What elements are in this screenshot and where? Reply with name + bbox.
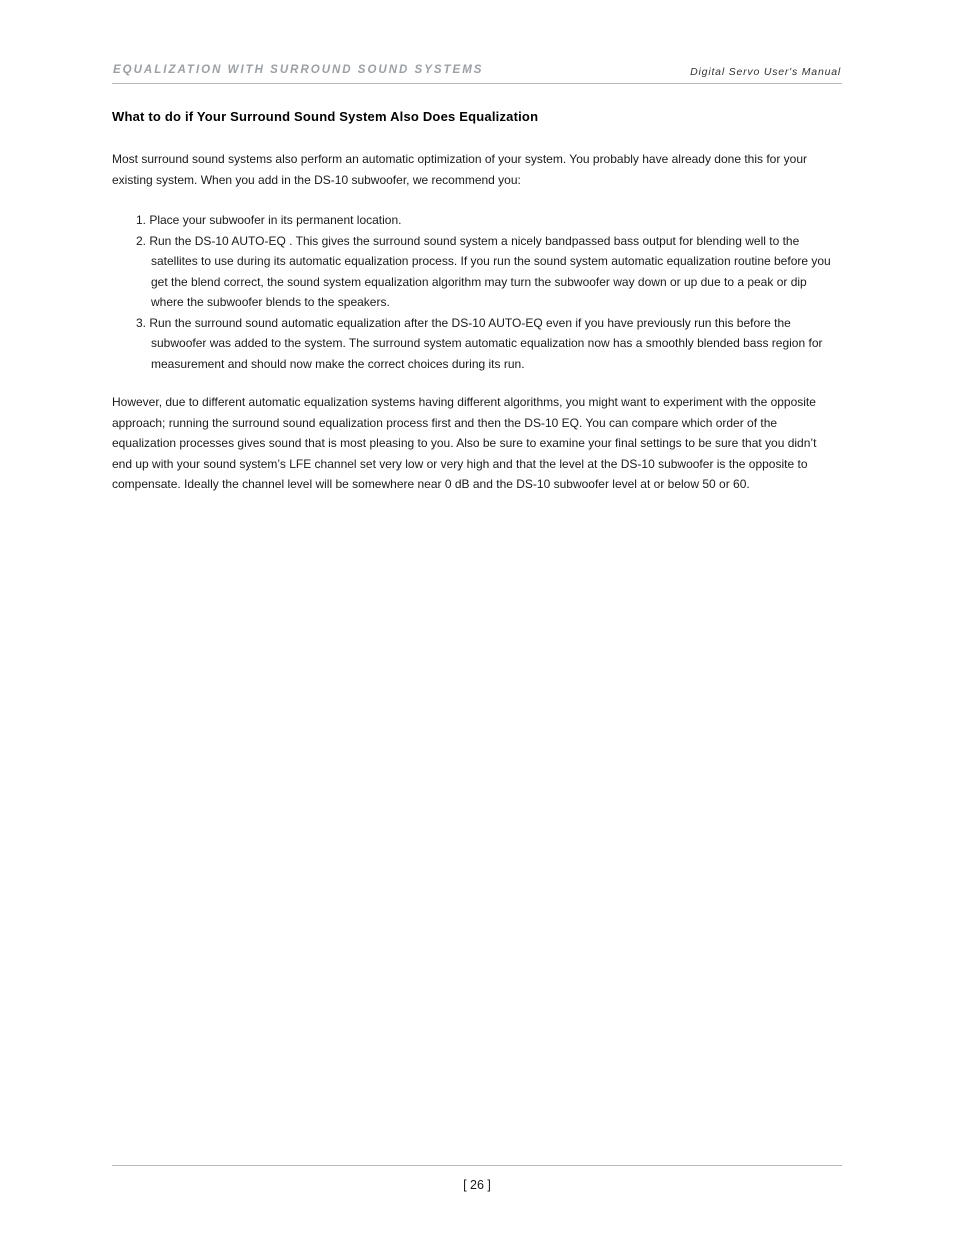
closing-paragraph: However, due to different automatic equalization systems having different algorithms, you might want to experiment with the opposite approach; running the surround sound equalization process first and then the DS-10 EQ. You can compare which order of the equalization processes gives sound that is most pleasing to you. Also be sure to examine your final settings to be sure that you didn’t end up with your sound system’s LFE channel set very low or very high and that the level at the DS-10 subwoofer is the opposite to compensate. Ideally the channel level will be somewhere near 0 dB and the DS-10 subwoofer level at or below 50 or 60. (112, 395, 817, 491)
step-item: 1. Place your subwoofer in its permanent location. (136, 213, 402, 227)
intro-paragraph: Most surround sound systems also perform an automatic optimization of your system. You probably have already done this for your existing system. When you add in the DS-10 subwoofer, we recommend you: (112, 152, 808, 187)
page-number: [ 26 ] (463, 1178, 491, 1192)
step-item: 3. Run the surround sound automatic equalization after the DS-10 AUTO-EQ even if you have previously run this before the subwoofer was added to the system. The surround system automatic equalization now has a smoothly blended bass region for measurement and should now make the correct choices during its run. (136, 315, 823, 371)
steps-list (136, 210, 836, 374)
footer-divider (112, 1165, 842, 1166)
header-divider (112, 83, 842, 84)
step-item: 2. Run the DS-10 AUTO-EQ . This gives the surround sound system a nicely bandpassed bass output for blending well to the satellites to use during its automatic equalization process. If you run the sound system automatic equalization routine before you get the blend correct, the sound system equalization algorithm may turn the subwoofer way down or up due to a peak or dip where the subwoofer blends to the speakers. (136, 233, 831, 309)
running-header-manual-title: Digital Servo User's Manual (690, 66, 841, 78)
running-header-section: EQUALIZATION WITH SURROUND SOUND SYSTEMS (113, 64, 484, 76)
section-title: What to do if Your Surround Sound System Also Does Equalization (112, 109, 539, 124)
